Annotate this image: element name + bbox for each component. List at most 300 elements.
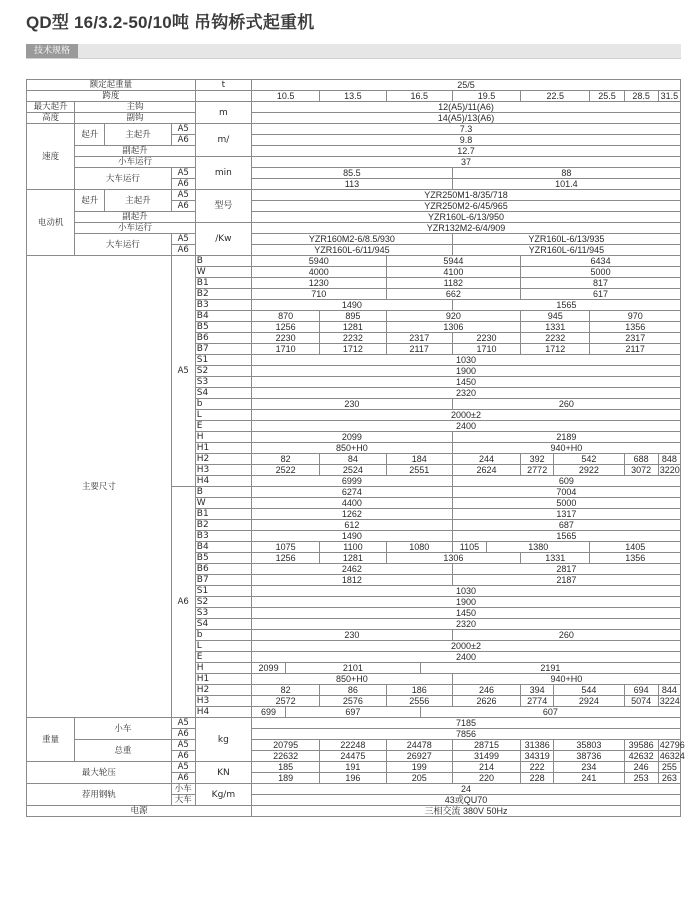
- value-cell: 2191: [420, 663, 680, 674]
- value-cell: 2624: [452, 465, 520, 476]
- value-cell: 848: [658, 454, 680, 465]
- value-cell: 6274: [252, 487, 453, 498]
- value-cell: 6434: [521, 256, 681, 267]
- value-cell: 1490: [252, 531, 453, 542]
- table-row: [27, 718, 681, 729]
- row-label: 大车运行: [75, 234, 171, 256]
- table-row: [27, 124, 681, 135]
- value-cell: 14(A5)/13(A6): [252, 113, 681, 124]
- value-cell: 234: [554, 762, 624, 773]
- value-cell: 970: [590, 311, 681, 322]
- value-cell: 26927: [386, 751, 452, 762]
- value-cell: 31386: [521, 740, 554, 751]
- row-label: 主钩: [75, 102, 196, 113]
- dim-name-cell: S4: [195, 388, 251, 399]
- row-label: 大车: [171, 795, 195, 806]
- unit-cell: /Kw: [195, 223, 251, 256]
- dim-name-cell: S3: [195, 608, 251, 619]
- value-cell: 34319: [521, 751, 554, 762]
- value-cell: 25/5: [252, 80, 681, 91]
- value-cell: 694: [624, 685, 658, 696]
- table-row: [27, 223, 681, 234]
- row-label: A5: [171, 718, 195, 729]
- unit-cell: m: [195, 102, 251, 124]
- dim-name-cell: S4: [195, 619, 251, 630]
- value-cell: 2924: [554, 696, 624, 707]
- value-cell: 1900: [252, 366, 681, 377]
- value-cell: 1281: [320, 322, 386, 333]
- dim-name-cell: S1: [195, 586, 251, 597]
- unit-cell: m/: [195, 124, 251, 157]
- dim-name-cell: H3: [195, 696, 251, 707]
- dim-name-cell: b: [195, 399, 251, 410]
- row-label: 副起升: [75, 212, 196, 223]
- value-cell: 9.8: [252, 135, 681, 146]
- duty-label: A6: [171, 487, 195, 718]
- value-cell: 28.5: [624, 91, 658, 102]
- value-cell: 895: [320, 311, 386, 322]
- value-cell: 28715: [452, 740, 520, 751]
- value-cell: 2117: [386, 344, 452, 355]
- value-cell: 43或QU70: [252, 795, 681, 806]
- main-dims-label: 主要尺寸: [27, 256, 172, 718]
- value-cell: 612: [252, 520, 453, 531]
- value-cell: 662: [386, 289, 521, 300]
- value-cell: 2099: [252, 432, 453, 443]
- value-cell: 1450: [252, 608, 681, 619]
- value-cell: 38736: [554, 751, 624, 762]
- row-label: 电源: [27, 806, 252, 817]
- value-cell: 1405: [590, 542, 681, 553]
- section-label: 技术规格: [26, 44, 78, 58]
- dim-name-cell: H2: [195, 454, 251, 465]
- value-cell: 7.3: [252, 124, 681, 135]
- row-label: 副钩: [75, 113, 196, 124]
- value-cell: 2000±2: [252, 641, 681, 652]
- dim-name-cell: B3: [195, 300, 251, 311]
- value-cell: 2189: [452, 432, 680, 443]
- value-cell: 22.5: [521, 91, 590, 102]
- value-cell: 1030: [252, 355, 681, 366]
- dim-name-cell: H: [195, 432, 251, 443]
- spec-table: [26, 79, 685, 817]
- value-cell: 37: [252, 157, 681, 168]
- value-cell: 84: [320, 454, 386, 465]
- dim-name-cell: B3: [195, 531, 251, 542]
- value-cell: 4000: [252, 267, 387, 278]
- row-label: A6: [171, 201, 195, 212]
- row-label: A5: [171, 234, 195, 245]
- value-cell: 2524: [320, 465, 386, 476]
- row-label: 副起升: [75, 146, 196, 157]
- row-label: 高度: [27, 113, 75, 124]
- row-label: A6: [171, 179, 195, 190]
- value-cell: 241: [554, 773, 624, 784]
- table-row: [27, 234, 681, 245]
- section-header-bar: [26, 44, 681, 59]
- value-cell: 24: [252, 784, 681, 795]
- value-cell: 260: [452, 630, 680, 641]
- table-row: [27, 91, 681, 102]
- dim-name-cell: B2: [195, 289, 251, 300]
- dim-name-cell: H1: [195, 674, 251, 685]
- value-cell: 230: [252, 399, 453, 410]
- value-cell: 1356: [590, 322, 681, 333]
- dim-name-cell: B: [195, 256, 251, 267]
- value-cell: 31.5: [658, 91, 680, 102]
- row-label: A6: [171, 245, 195, 256]
- value-cell: 1100: [320, 542, 386, 553]
- value-cell: 101.4: [452, 179, 680, 190]
- value-cell: 697: [286, 707, 421, 718]
- value-cell: 2522: [252, 465, 320, 476]
- value-cell: 2117: [590, 344, 681, 355]
- dim-name-cell: H2: [195, 685, 251, 696]
- value-cell: 2556: [386, 696, 452, 707]
- dim-name-cell: H4: [195, 476, 251, 487]
- value-cell: 1262: [252, 509, 453, 520]
- value-cell: 5074: [624, 696, 658, 707]
- row-label: A6: [171, 729, 195, 740]
- value-cell: 185: [252, 762, 320, 773]
- value-cell: 2922: [554, 465, 624, 476]
- unit-cell: [195, 91, 251, 102]
- value-cell: 2576: [320, 696, 386, 707]
- value-cell: 609: [452, 476, 680, 487]
- value-cell: 617: [521, 289, 681, 300]
- row-label: 额定起重量: [27, 80, 196, 91]
- value-cell: 1710: [252, 344, 320, 355]
- value-cell: 6999: [252, 476, 453, 487]
- value-cell: 844: [658, 685, 680, 696]
- value-cell: YZR160L-6/13/935: [452, 234, 680, 245]
- duty-label: A5: [171, 256, 195, 487]
- row-label: A6: [171, 751, 195, 762]
- value-cell: 184: [386, 454, 452, 465]
- dim-name-cell: B7: [195, 344, 251, 355]
- value-cell: 870: [252, 311, 320, 322]
- value-cell: 31499: [452, 751, 520, 762]
- value-cell: 113: [252, 179, 453, 190]
- row-label: A5: [171, 762, 195, 773]
- dim-name-cell: B4: [195, 542, 251, 553]
- dim-name-cell: L: [195, 641, 251, 652]
- value-cell: 1450: [252, 377, 681, 388]
- value-cell: 39586: [624, 740, 658, 751]
- value-cell: 186: [386, 685, 452, 696]
- value-cell: YZR160L-6/11/945: [452, 245, 680, 256]
- value-cell: 817: [521, 278, 681, 289]
- value-cell: 228: [521, 773, 554, 784]
- value-cell: 1030: [252, 586, 681, 597]
- row-label: 小车运行: [75, 157, 196, 168]
- value-cell: 1712: [320, 344, 386, 355]
- value-cell: 710: [252, 289, 387, 300]
- unit-cell: min: [195, 157, 251, 190]
- row-label: 最大起升: [27, 102, 75, 113]
- row-label: 主起升: [105, 124, 171, 146]
- value-cell: 1182: [386, 278, 521, 289]
- dim-name-cell: E: [195, 652, 251, 663]
- value-cell: 2317: [590, 333, 681, 344]
- value-cell: 1565: [452, 531, 680, 542]
- value-cell: 3072: [624, 465, 658, 476]
- dim-name-cell: B6: [195, 564, 251, 575]
- value-cell: 1356: [590, 553, 681, 564]
- value-cell: 230: [252, 630, 453, 641]
- value-cell: 22248: [320, 740, 386, 751]
- value-cell: 607: [420, 707, 680, 718]
- value-cell: 1075: [252, 542, 320, 553]
- value-cell: 940+H0: [452, 443, 680, 454]
- value-cell: 2187: [452, 575, 680, 586]
- value-cell: YZR250M2-6/45/965: [252, 201, 681, 212]
- value-cell: 1490: [252, 300, 453, 311]
- value-cell: 244: [452, 454, 520, 465]
- value-cell: 246: [624, 762, 658, 773]
- value-cell: 86: [320, 685, 386, 696]
- value-cell: 945: [521, 311, 590, 322]
- value-cell: 1256: [252, 553, 320, 564]
- row-label: 主起升: [105, 190, 171, 212]
- value-cell: 3224: [659, 696, 680, 706]
- dim-name-cell: B5: [195, 553, 251, 564]
- value-cell: 2572: [252, 696, 320, 707]
- value-cell: 1230: [252, 278, 387, 289]
- table-row: [27, 762, 681, 773]
- row-label: 最大轮压: [27, 762, 172, 784]
- value-cell: 2400: [252, 652, 681, 663]
- value-cell: 22632: [252, 751, 320, 762]
- value-cell: 1306: [386, 322, 521, 333]
- value-cell: 2230: [252, 333, 320, 344]
- value-cell: 1565: [452, 300, 680, 311]
- value-cell: 246: [452, 685, 520, 696]
- value-cell: 82: [252, 685, 320, 696]
- value-cell: 214: [452, 762, 520, 773]
- value-cell: 196: [320, 773, 386, 784]
- value-cell: 2320: [252, 619, 681, 630]
- unit-cell: Kg/m: [195, 784, 251, 806]
- value-cell: 24478: [386, 740, 452, 751]
- table-row: [27, 806, 681, 817]
- value-cell: 88: [452, 168, 680, 179]
- table-row: [27, 113, 681, 124]
- value-cell: 1317: [452, 509, 680, 520]
- value-cell: 2320: [252, 388, 681, 399]
- value-cell: 1710: [452, 344, 520, 355]
- row-label: A5: [171, 190, 195, 201]
- value-cell: 1256: [252, 322, 320, 333]
- value-cell: 2626: [452, 696, 520, 707]
- value-cell: 42632: [624, 751, 658, 762]
- value-cell: YZR160M2-6/8.5/930: [252, 234, 453, 245]
- dim-name-cell: B: [195, 487, 251, 498]
- value-cell: 263: [658, 773, 680, 784]
- value-cell: YZR132M2-6/4/909: [252, 223, 681, 234]
- value-cell: 7004: [452, 487, 680, 498]
- row-label: 小车运行: [75, 223, 196, 234]
- value-cell: 1812: [252, 575, 453, 586]
- value-cell: YZR160L-6/11/945: [252, 245, 453, 256]
- value-cell: YZR160L-6/13/950: [252, 212, 681, 223]
- value-cell: 2232: [521, 333, 590, 344]
- value-cell: 699: [252, 707, 286, 718]
- row-label: A5: [171, 168, 195, 179]
- table-row: [27, 256, 681, 267]
- value-cell: 205: [386, 773, 452, 784]
- value-cell: 5000: [452, 498, 680, 509]
- value-cell: 42796: [659, 740, 685, 750]
- value-cell: 2817: [452, 564, 680, 575]
- dim-name-cell: H4: [195, 707, 251, 718]
- value-cell: 2099: [252, 663, 286, 674]
- row-label: 电动机: [27, 190, 75, 256]
- dim-name-cell: B1: [195, 509, 251, 520]
- value-cell: 189: [252, 773, 320, 784]
- value-cell: 1281: [320, 553, 386, 564]
- value-cell: 82: [252, 454, 320, 465]
- value-cell: 25.5: [590, 91, 624, 102]
- unit-cell: t: [195, 80, 251, 91]
- value-cell: 19.5: [452, 91, 520, 102]
- dim-name-cell: S2: [195, 597, 251, 608]
- value-cell: 5944: [386, 256, 521, 267]
- value-cell: YZR250M1-8/35/718: [252, 190, 681, 201]
- dim-name-cell: E: [195, 421, 251, 432]
- value-cell: 255: [658, 762, 680, 773]
- value-cell: 2774: [521, 696, 554, 707]
- table-row: [27, 740, 681, 751]
- value-cell: 10.5: [252, 91, 320, 102]
- value-cell: 1712: [521, 344, 590, 355]
- row-label: 大车运行: [75, 168, 171, 190]
- value-cell: 16.5: [386, 91, 452, 102]
- value-cell: 12.7: [252, 146, 681, 157]
- dim-name-cell: B7: [195, 575, 251, 586]
- row-label: A5: [171, 740, 195, 751]
- table-row: [27, 80, 681, 91]
- value-cell: 222: [521, 762, 554, 773]
- value-cell: 2232: [320, 333, 386, 344]
- value-cell: 220: [452, 773, 520, 784]
- value-cell: 7185: [252, 718, 681, 729]
- value-cell: 3220: [659, 465, 680, 475]
- value-cell: 5940: [252, 256, 387, 267]
- value-cell: 1331: [521, 322, 590, 333]
- value-cell: 2551: [386, 465, 452, 476]
- value-cell: 24475: [320, 751, 386, 762]
- dim-name-cell: W: [195, 267, 251, 278]
- value-cell: 1080: [386, 542, 452, 553]
- value-cell: 392: [521, 454, 554, 465]
- value-cell: 5000: [521, 267, 681, 278]
- dim-name-cell: S3: [195, 377, 251, 388]
- dim-name-cell: B5: [195, 322, 251, 333]
- dim-name-cell: H1: [195, 443, 251, 454]
- table-row: [27, 190, 681, 201]
- value-cell: 544: [554, 685, 624, 696]
- page-title: QD型 16/3.2-50/10吨 吊钩桥式起重机: [26, 13, 315, 32]
- value-cell: 920: [386, 311, 521, 322]
- row-label: 小车: [171, 784, 195, 795]
- row-label: 总重: [75, 740, 171, 762]
- table-row: [27, 102, 681, 113]
- value-cell: 199: [386, 762, 452, 773]
- value-cell: 850+H0: [252, 674, 453, 685]
- row-label: 起升: [75, 124, 105, 146]
- value-cell: 46324: [659, 751, 685, 761]
- value-cell: 542: [554, 454, 624, 465]
- value-cell: 260: [452, 399, 680, 410]
- table-row: [27, 168, 681, 179]
- table-row: [27, 784, 681, 795]
- table-row: [27, 157, 681, 168]
- value-cell: 1900: [252, 597, 681, 608]
- value-cell: 7856: [252, 729, 681, 740]
- value-cell: 191: [320, 762, 386, 773]
- value-cell: 688: [624, 454, 658, 465]
- table-row: [27, 212, 681, 223]
- value-cell: 20795: [252, 740, 320, 751]
- row-label: A5: [171, 124, 195, 135]
- value-cell: 1306: [386, 553, 521, 564]
- dim-name-cell: H3: [195, 465, 251, 476]
- unit-cell: 型号: [195, 190, 251, 223]
- value-cell: 4400: [252, 498, 453, 509]
- value-cell: 2772: [521, 465, 554, 476]
- dim-name-cell: L: [195, 410, 251, 421]
- value-cell: 2230: [452, 333, 520, 344]
- dim-name-cell: H: [195, 663, 251, 674]
- value-cell: 2400: [252, 421, 681, 432]
- row-label: 小车: [75, 718, 171, 740]
- dim-name-cell: b: [195, 630, 251, 641]
- dim-name-cell: S2: [195, 366, 251, 377]
- row-label: 跨度: [27, 91, 196, 102]
- dim-name-cell: B2: [195, 520, 251, 531]
- dim-name-cell: B1: [195, 278, 251, 289]
- dim-name-cell: B4: [195, 311, 251, 322]
- value-cell: 850+H0: [252, 443, 453, 454]
- value-cell: 687: [452, 520, 680, 531]
- row-label: A6: [171, 135, 195, 146]
- value-cell: 1105: [452, 542, 486, 553]
- row-label: 荐用钢轨: [27, 784, 172, 806]
- row-label: 速度: [27, 124, 75, 190]
- unit-cell: KN: [195, 762, 251, 784]
- value-cell: 2462: [252, 564, 453, 575]
- value-cell: 三相交流 380V 50Hz: [252, 806, 681, 817]
- value-cell: 2317: [386, 333, 452, 344]
- value-cell: 12(A5)/11(A6): [252, 102, 681, 113]
- dim-name-cell: W: [195, 498, 251, 509]
- value-cell: 13.5: [320, 91, 386, 102]
- value-cell: 1380: [486, 542, 589, 553]
- value-cell: 35803: [554, 740, 624, 751]
- value-cell: 4100: [386, 267, 521, 278]
- value-cell: 2101: [286, 663, 421, 674]
- value-cell: 940+H0: [452, 674, 680, 685]
- value-cell: 1331: [521, 553, 590, 564]
- row-label: 起升: [75, 190, 105, 212]
- dim-name-cell: S1: [195, 355, 251, 366]
- value-cell: 394: [521, 685, 554, 696]
- row-label: 重量: [27, 718, 75, 762]
- dim-name-cell: B6: [195, 333, 251, 344]
- value-cell: 85.5: [252, 168, 453, 179]
- row-label: A6: [171, 773, 195, 784]
